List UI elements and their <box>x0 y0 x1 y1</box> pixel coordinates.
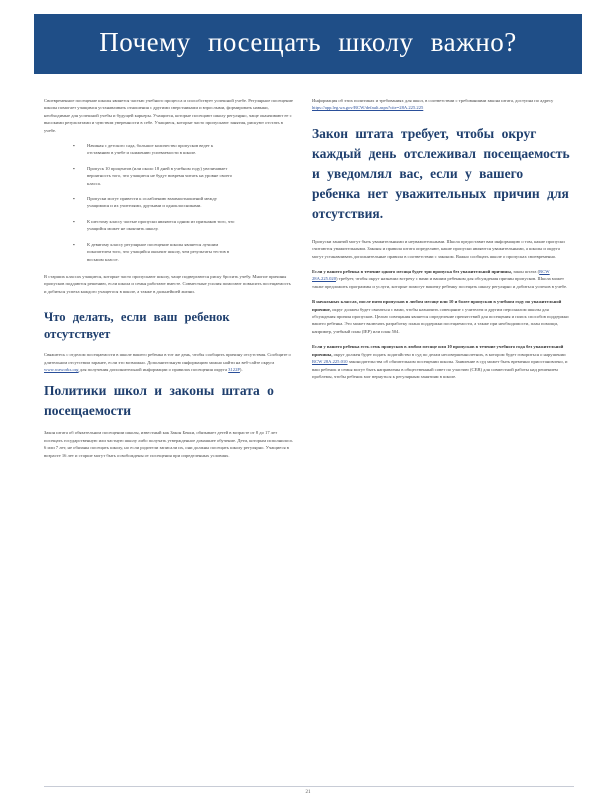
rcw-28a-225-020-link[interactable]: RCW 28A.225.020 <box>312 269 550 282</box>
bullet-icon: ▪ <box>73 143 75 149</box>
heading-policies: Политики школ и законы штата о посещаемости <box>44 383 274 419</box>
five-absences-paragraph: В начальных классах, после пяти пропусков в любом месяце или 10 и более пропусков в учебном году по уважительной причине, округ должен будет связаться с вами, чтобы назначить совещание с учителем и другим персоналом школы для обсуждения причин пропусков. Целью совещания является определение препятствий для посещения и поиск способов поддержки вашего ребенка. Это может включать разработку плана поддержки посещаемости, а также при необходимости, план помощи, например, учебный план (IEP) или план 504. <box>312 299 569 334</box>
right-column <box>312 97 570 388</box>
intro-paragraph: Своевременное посещение школы является частью учебного процесса и способствует успешной учебе. Регулярное посещение школы помогает учащимся устанавливать отношения с другими сверстниками и взрослыми, формировать навыки, необходимые для успешной учебы и будущей карьеры. Учащиеся, которые посещают школу регулярно, чаще оканчивают ее с высокими результатами и чувством уверенности в себе. Учащиеся, которые часто пропускают занятия, рискуют отстать в учебе. <box>44 98 293 133</box>
policies-text: Закон штата об обязательном посещении школы, известный как Закон Бекки, обязывает детей в возрасте от 8 до 17 лет посещать государственную или частную школу либо получать утвержденное домашнее обучение. Дети, которым исполнилось 6 или 7 лет, не обязаны посещать школу, но если родители записали их, они должны посещать школу регулярно. Учащиеся в возрасте 16 лет и старше могут быть освобождены от посещения при определенных условиях. <box>44 430 293 458</box>
second-paragraph: В старших классах учащиеся, которые часто пропускают школу, чаще подвергаются риску бросить учебу. Многие причины пропусков поддаются решению, если школа и семья работают вместе. Совместные усилия помогают повысить посещаемость и добиться успеха каждого учащегося в школе, а также в дальнейшей жизни. <box>44 273 291 294</box>
left-column <box>44 97 294 467</box>
title-banner <box>34 14 582 74</box>
seven-absences-paragraph: Если у вашего ребенка есть семь пропусков в любом месяце или 10 пропусков в течение учебного года без уважительной причины, округ должен будет подать ходатайство в суд по делам несовершеннолетних, в котором будет говориться о нарушении RCW 28A.225.010 законодательства об обязательном посещении школы. Заявление в суд может быть временно приостановлено, и ваш ребенок и семья могут быть направлены в общественный совет по участию (CEB) для совместной работы над решением проблемы, чтобы ребенок мог вернуться к регулярным занятиям в школе. <box>312 344 568 379</box>
list-item: ▪ Пропуск 10 процентов (или около 18 дней в учебном году) увеличивает вероятность того, что учащиеся не будут вовремя читать на уровне своего класса. <box>73 165 233 186</box>
excused-paragraph: Пропуски занятий могут быть уважительными и неуважительными. Школа предоставит вам информацию о том, какие пропуски считаются уважительными. Законы и правила штата определяют, какие пропуски являются уважительными, а школы и округа могут устанавливать дополнительные правила в соответствии с законом. Важно сообщать школе о пропусках своевременно. <box>312 238 565 259</box>
list-item: ▪ К девятому классу регулярное посещение школы является лучшим показателем того, что учащийся окончит школу, чем результаты тестов в восьмом классе. <box>73 241 229 262</box>
list-item: ▪ Пропуски могут привести к ослаблению взаимоотношений между учащимися и их учителями, друзьями и одноклассниками. <box>73 196 217 209</box>
bullet-icon: ▪ <box>73 218 75 224</box>
page-title: Почему посещать школу важно? <box>99 27 517 57</box>
heading-state-law: Закон штата требует, чтобы округ каждый день отслеживал посещаемость и уведомлял вас, если у вашего ребенка нет уважительных причин для отсутствия. <box>312 125 570 221</box>
what-to-do-text: Свяжитесь с отделом посещаемости в школе вашего ребенка в тот же день, чтобы сообщить причину отсутствия. Сообщите о длительном отсутствии заранее, если это возможно. Дополнительную информацию можно найти на веб-сайте округа www.waworks.org для получения дополнительной информации о правилах посещения округа 3122P). <box>44 352 291 372</box>
rcw-28a-225-010-link[interactable]: RCW 28A.225.010 <box>312 359 348 365</box>
policy-3122p-link[interactable]: 3122P <box>228 366 240 372</box>
bullet-icon: ▪ <box>73 241 75 247</box>
district-website-link[interactable]: www.waworks.org <box>44 366 79 372</box>
facts-list <box>44 142 294 263</box>
page-number: 21 <box>305 790 311 795</box>
list-item: ▪ К шестому классу частые пропуски являются одним из признаков того, что учащийся может не окончить школу. <box>73 218 235 232</box>
heading-what-to-do: Что делать, если ваш ребенок отсутствует <box>44 310 230 342</box>
footer-rule <box>44 786 574 787</box>
list-item: ▪ Начиная с детского сада, большое количество пропусков ведет к отставанию в учебе и снижению успеваемости в школе. <box>73 143 214 156</box>
bullet-icon: ▪ <box>73 196 75 202</box>
top-paragraph: Информация об этих политиках и требованиях для школ, в соответствии с требованиями закона штата, доступна по адресу https://app.leg.wa.gov/RCW/default.aspx?cite=28A.225.225 <box>312 98 554 111</box>
three-absences-paragraph: Если у вашего ребенка в течение одного месяца будет три пропуска без уважительной причины, закон штата (RCW 28A.225.020) требует, чтобы округ назначил встречу с вами и вашим ребенком для обсуждения причин пропусков. Школа может также предложить программы и услуги, которые помогут вашему ребенку посещать школу регулярно и добиться успехов в учебе. <box>312 269 568 289</box>
rcw-28a-225-225-link[interactable]: https://app.leg.wa.gov/RCW/default.aspx?cite=28A.225.225 <box>312 105 424 111</box>
bullet-icon: ▪ <box>73 165 75 171</box>
